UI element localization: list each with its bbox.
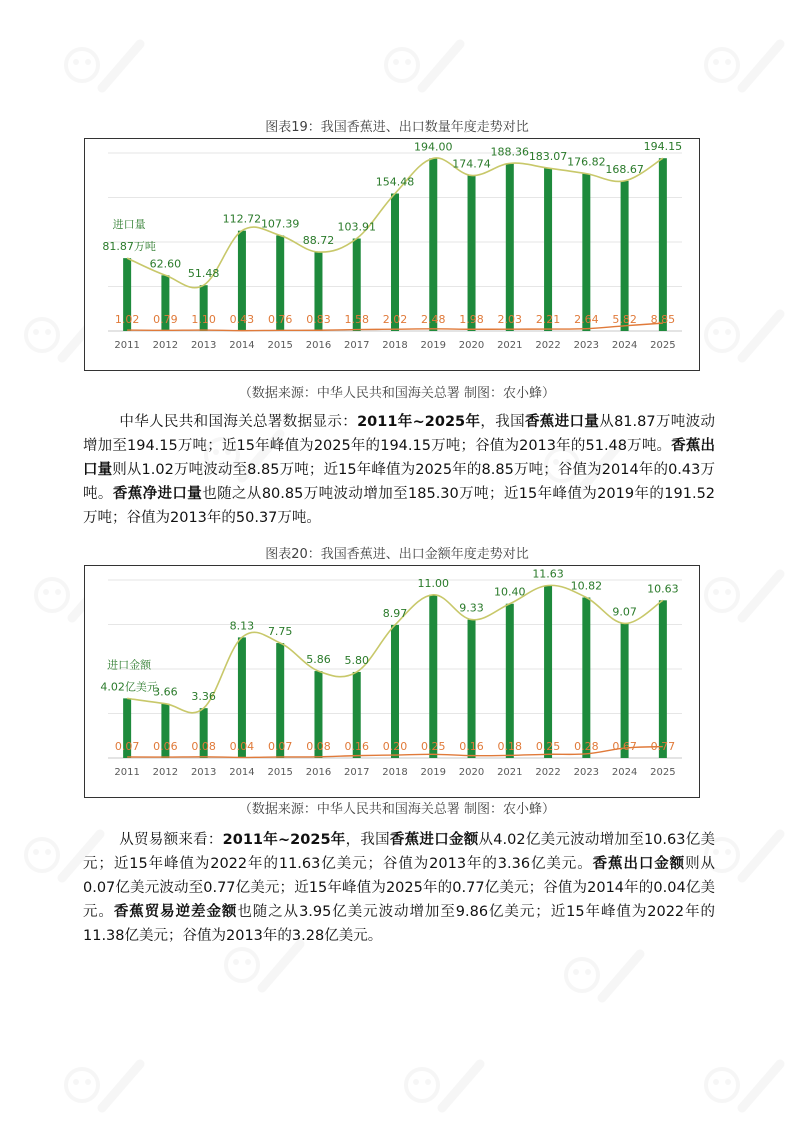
fig20-export-value-label: 0.16 — [459, 740, 484, 753]
p1-intro: 中华人民共和国海关总署数据显示： — [119, 414, 358, 430]
fig19-import-value-label: 174.74 — [452, 157, 491, 171]
figure19-title: 图表19：我国香蕉进、出口数量年度走势对比 — [265, 120, 529, 135]
fig20-export-value-label: 0.07 — [114, 740, 140, 753]
fig19-import-value-label: 168.67 — [605, 162, 644, 176]
paragraph-quantity — [83, 410, 715, 530]
p2-intro: 从贸易额来看： — [119, 832, 223, 848]
fig20-export-value-label: 0.77 — [650, 740, 676, 753]
fig20-import-bar — [506, 604, 514, 758]
fig20-x-tick-label: 2020 — [458, 767, 485, 778]
fig19-import-bar — [621, 181, 629, 331]
fig19-x-tick-label: 2020 — [458, 340, 485, 351]
fig20-import-value-label: 10.40 — [494, 585, 526, 599]
fig19-export-value-label: 2.02 — [382, 313, 408, 326]
watermark-bee-logo-icon — [700, 300, 790, 374]
watermark-bee-logo-icon — [60, 1050, 150, 1124]
fig19-import-value-label: 81.87万吨 — [102, 240, 156, 254]
fig19-export-value-label: 2.21 — [535, 313, 561, 326]
fig20-import-value-label: 8.97 — [382, 606, 408, 620]
fig20-export-value-label: 0.04 — [229, 740, 255, 753]
fig20-x-tick-label: 2016 — [305, 767, 332, 778]
figure20-svg — [85, 566, 698, 796]
fig20-import-value-label: 11.63 — [532, 567, 564, 581]
fig19-import-bar — [391, 194, 399, 331]
p1-text1: ，我国 — [480, 414, 525, 430]
watermark-bee-logo-icon — [560, 940, 650, 1014]
fig19-export-value-label: 2.48 — [421, 313, 446, 326]
fig20-import-value-label: 10.63 — [647, 582, 679, 596]
p2-text1: ，我国 — [345, 832, 390, 848]
fig19-import-bar — [506, 163, 514, 331]
fig19-import-value-label: 88.72 — [302, 234, 335, 248]
fig19-x-tick-label: 2019 — [420, 340, 446, 351]
fig20-x-tick-label: 2012 — [152, 767, 179, 778]
watermark-bee-logo-icon — [400, 1050, 490, 1124]
fig20-x-tick-label: 2013 — [190, 767, 217, 778]
p2-bold-export: 香蕉出口金额 — [592, 856, 686, 872]
fig20-export-value-label: 0.08 — [191, 740, 216, 753]
fig19-import-value-label: 188.36 — [490, 145, 530, 159]
fig19-x-tick-label: 2021 — [497, 340, 523, 351]
fig19-export-value-label: 1.58 — [344, 313, 369, 326]
p1-bold-period: 2011年~2025年 — [357, 414, 481, 430]
watermark-bee-logo-icon — [700, 1050, 790, 1124]
fig19-import-bar — [544, 168, 552, 331]
fig20-export-value-label: 0.18 — [497, 740, 523, 753]
fig19-import-bar — [582, 174, 590, 331]
fig20-export-value-label: 0.25 — [535, 740, 561, 753]
fig19-import-bar — [429, 158, 437, 331]
p1-text3: 则从1.02万吨波动至8.85万吨；近15年峰值为2025年的8.85万吨；谷值为2014年的0.43万吨。 — [83, 462, 715, 502]
fig20-import-value-label: 11.00 — [417, 576, 450, 590]
paragraph-value — [83, 828, 715, 948]
p2-text4: 也随之从3.95亿美元波动增加至9.86亿美元；近15年峰值为2022年的11.38亿美元；谷值为2013年的3.28亿美元。 — [83, 904, 716, 944]
fig20-import-bar — [544, 585, 552, 758]
fig19-x-tick-label: 2018 — [382, 340, 408, 351]
fig19-import-value-label: 103.91 — [337, 220, 376, 234]
p1-bold-import: 香蕉进口量 — [524, 414, 600, 430]
fig20-x-tick-label: 2021 — [497, 767, 523, 778]
fig20-import-bar — [582, 598, 590, 758]
fig20-import-value-label: 8.13 — [229, 619, 255, 633]
fig20-export-value-label: 0.07 — [267, 740, 293, 753]
fig20-import-bar — [621, 623, 629, 758]
fig19-x-tick-label: 2014 — [229, 340, 255, 351]
fig19-export-value-label: 0.79 — [153, 313, 178, 326]
fig19-export-value-label: 0.83 — [306, 313, 331, 326]
fig20-export-value-label: 0.08 — [306, 740, 331, 753]
fig20-import-value-label: 3.36 — [191, 690, 216, 704]
fig20-export-value-label: 0.25 — [421, 740, 446, 753]
p2-text3: 则从0.07亿美元波动至0.77亿美元；近15年峰值为2025年的0.77亿美元；谷值为2014年的0.04亿美元。 — [83, 856, 716, 920]
watermark-bee-logo-icon — [700, 560, 790, 634]
fig19-x-tick-label: 2013 — [190, 340, 217, 351]
p1-text4: 也随之从80.85万吨波动增加至185.30万吨；近15年峰值为2019年的191.52万吨；谷值为2013年的50.37万吨。 — [83, 486, 716, 526]
p1-text2: 从81.87万吨波动增加至194.15万吨；近15年峰值为2025年的194.15万吨；谷值为2013年的51.48万吨。 — [83, 414, 716, 454]
fig19-x-tick-label: 2011 — [114, 340, 140, 351]
p2-text2: 从4.02亿美元波动增加至10.63亿美元；近15年峰值为2022年的11.63亿美元；谷值为2013年的3.36亿美元。 — [83, 832, 716, 872]
fig20-import-bar — [468, 620, 476, 758]
fig19-export-value-label: 0.76 — [267, 313, 293, 326]
fig19-export-value-label: 2.03 — [497, 313, 523, 326]
fig20-import-value-label: 4.02亿美元 — [100, 680, 158, 694]
fig20-import-bar — [659, 600, 667, 758]
watermark-bee-logo-icon — [700, 30, 790, 104]
fig20-import-value-label: 7.75 — [267, 625, 293, 639]
p1-bold-net: 香蕉净进口量 — [112, 486, 203, 502]
fig19-x-tick-label: 2023 — [573, 340, 600, 351]
fig19-x-tick-label: 2024 — [611, 340, 638, 351]
figure20-title: 图表20：我国香蕉进、出口金额年度走势对比 — [265, 547, 529, 562]
fig19-import-value-label: 51.48 — [187, 267, 220, 281]
fig20-x-tick-label: 2018 — [382, 767, 408, 778]
figure20-chart — [84, 565, 700, 798]
fig19-import-value-label: 176.82 — [567, 155, 606, 169]
fig19-export-value-label: 0.43 — [229, 313, 255, 326]
fig19-x-tick-label: 2012 — [152, 340, 179, 351]
fig20-export-value-label: 0.16 — [344, 740, 369, 753]
fig19-export-value-label: 2.64 — [574, 313, 599, 326]
figure19-svg — [85, 139, 698, 369]
fig20-import-value-label: 5.86 — [306, 653, 331, 667]
fig20-x-tick-label: 2014 — [229, 767, 255, 778]
watermark-bee-logo-icon — [60, 30, 150, 104]
fig19-x-tick-label: 2025 — [650, 340, 676, 351]
fig20-export-value-label: 0.20 — [382, 740, 408, 753]
fig20-export-value-label: 0.06 — [153, 740, 178, 753]
fig20-import-value-label: 5.80 — [344, 653, 369, 667]
fig20-x-tick-label: 2023 — [573, 767, 600, 778]
p2-bold-import: 香蕉进口金额 — [389, 832, 479, 848]
fig20-x-tick-label: 2025 — [650, 767, 676, 778]
figure19-source: （数据来源：中华人民共和国海关总署 制图：农小蜂） — [238, 386, 556, 401]
figure19-chart — [84, 138, 700, 371]
figure20-source: （数据来源：中华人民共和国海关总署 制图：农小蜂） — [238, 802, 556, 817]
fig19-x-tick-label: 2022 — [535, 340, 561, 351]
fig20-x-tick-label: 2017 — [344, 767, 370, 778]
fig20-export-value-label: 0.67 — [612, 740, 637, 753]
fig20-x-tick-label: 2022 — [535, 767, 561, 778]
fig19-x-tick-label: 2017 — [344, 340, 370, 351]
p2-bold-deficit: 香蕉贸易逆差金额 — [113, 904, 238, 920]
fig19-x-tick-label: 2015 — [267, 340, 293, 351]
fig19-export-value-label: 1.98 — [459, 313, 484, 326]
fig20-x-tick-label: 2024 — [611, 767, 638, 778]
fig20-export-value-label: 0.28 — [574, 740, 599, 753]
fig20-import-value-label: 9.33 — [459, 601, 484, 615]
fig19-export-value-label: 8.85 — [650, 313, 676, 326]
fig19-import-value-label: 194.15 — [643, 140, 683, 154]
fig19-x-tick-label: 2016 — [305, 340, 332, 351]
fig19-import-value-label: 154.48 — [375, 175, 415, 189]
fig20-import-value-label: 10.82 — [570, 579, 603, 593]
fig19-import-value-label: 183.07 — [528, 150, 568, 164]
fig20-import-value-label: 3.66 — [153, 685, 178, 699]
fig20-x-tick-label: 2015 — [267, 767, 293, 778]
fig19-import-value-label: 107.39 — [260, 217, 300, 231]
fig20-import-value-label: 9.07 — [612, 605, 637, 619]
fig20-x-tick-label: 2019 — [420, 767, 446, 778]
fig19-import-series-label: 进口量 — [112, 218, 146, 232]
fig20-import-bar — [429, 595, 437, 758]
watermark-bee-logo-icon — [380, 30, 470, 104]
fig19-import-bar — [468, 175, 476, 331]
fig19-import-value-label: 112.72 — [222, 212, 262, 226]
fig20-x-tick-label: 2011 — [114, 767, 140, 778]
fig19-import-bar — [659, 158, 667, 331]
p2-bold-period: 2011年~2025年 — [222, 832, 346, 848]
fig19-import-value-label: 194.00 — [414, 140, 453, 154]
fig20-import-series-label: 进口金额 — [107, 658, 152, 672]
fig19-export-value-label: 5.82 — [612, 313, 637, 326]
fig19-export-value-label: 1.02 — [114, 313, 140, 326]
fig19-import-value-label: 62.60 — [149, 257, 182, 271]
fig20-import-bar — [391, 625, 399, 758]
p1-bold-export: 香蕉出口量 — [83, 438, 716, 478]
fig19-export-value-label: 1.10 — [191, 313, 216, 326]
